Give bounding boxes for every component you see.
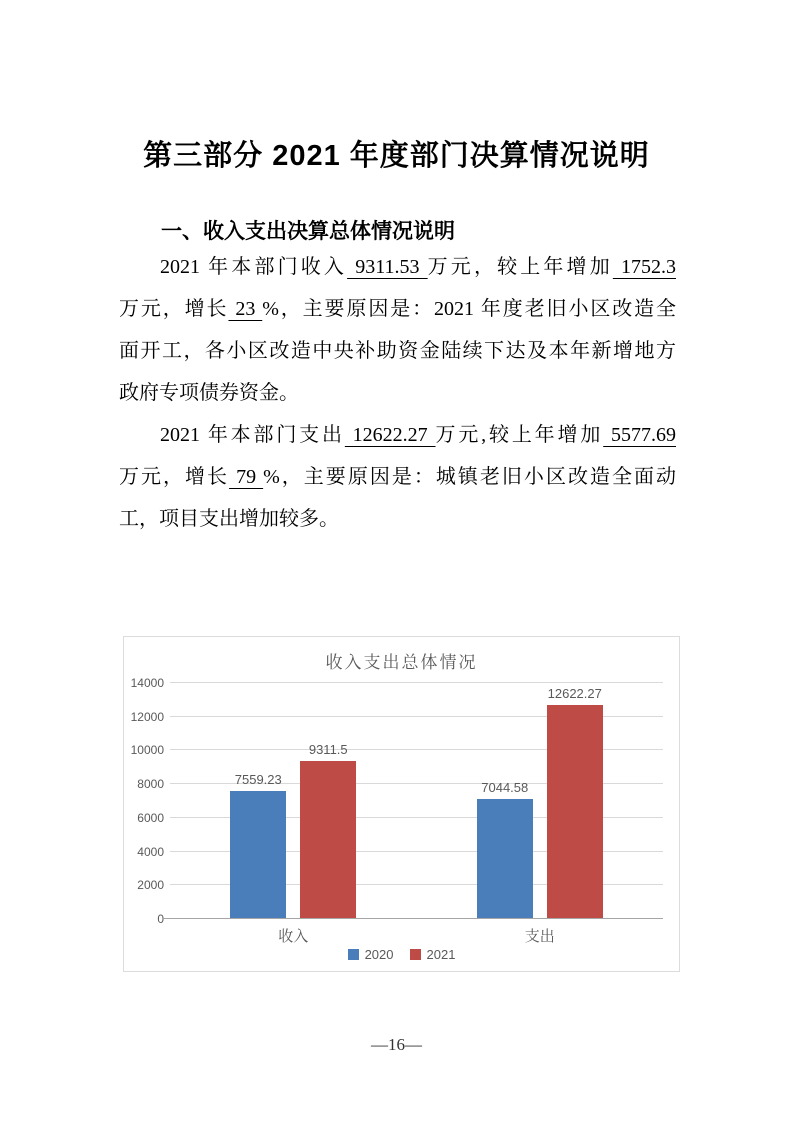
income-expense-chart — [123, 636, 680, 972]
bar-2020-收入 — [230, 791, 286, 918]
x-category-收入: 收入 — [278, 928, 309, 945]
legend-item-2021 — [410, 947, 456, 962]
text-segment: 面开工，各小区改造中央补助资金陆续下达及本年新增地方 — [119, 340, 676, 362]
paragraph-1-line-3 — [119, 330, 676, 372]
chart-title: 收入支出总体情况 — [325, 653, 478, 672]
x-axis-line — [164, 918, 663, 919]
y-tick-10000: 10000 — [130, 743, 164, 758]
chart-legend — [124, 947, 679, 962]
underlined-value: 12622.27 — [344, 424, 436, 446]
paragraph-2-line-1 — [119, 414, 676, 456]
bar-2021-支出 — [547, 705, 603, 918]
page-title: 第三部分 2021 年度部门决算情况说明 — [143, 140, 650, 172]
legend-swatch-2020 — [348, 949, 359, 960]
page-number: —16— — [371, 1035, 422, 1054]
data-label-2021-收入: 9311.5 — [308, 742, 348, 758]
paragraph-1-line-4 — [119, 372, 676, 414]
y-tick-14000: 14000 — [130, 676, 164, 690]
text-segment: %，主要原因是：城镇老旧小区改造全面动 — [263, 466, 676, 488]
underlined-value: 5577.69 — [603, 424, 676, 446]
y-tick-12000: 12000 — [130, 709, 164, 724]
underlined-value: 79 — [229, 466, 264, 488]
paragraph-2-line-2 — [119, 456, 676, 498]
text-segment: 政府专项债券资金。 — [119, 382, 299, 404]
paragraph-1-line-2 — [119, 288, 676, 330]
y-tick-4000: 4000 — [137, 844, 164, 859]
data-label-2021-支出: 12622.27 — [547, 686, 602, 702]
text-segment: 万元,较上年增加 — [435, 424, 604, 446]
bar-2021-收入 — [300, 761, 356, 918]
y-tick-6000: 6000 — [137, 810, 164, 825]
chart-plot-area — [170, 683, 663, 919]
legend-label-2021: 2021 — [426, 947, 456, 962]
gridline-14000 — [170, 682, 663, 683]
body-paragraphs — [119, 246, 676, 540]
y-tick-2000: 2000 — [137, 878, 164, 893]
underlined-value: 9311.53 — [347, 256, 428, 278]
bar-2020-支出 — [477, 799, 533, 918]
legend-label-2020: 2020 — [364, 947, 394, 962]
underlined-value: 1752.3 — [612, 256, 676, 278]
y-tick-8000: 8000 — [137, 777, 164, 792]
x-category-支出: 支出 — [524, 928, 555, 945]
section-heading: 一、收入支出决算总体情况说明 — [161, 220, 455, 243]
data-label-2020-收入: 7559.23 — [234, 771, 282, 787]
paragraph-2-line-3 — [119, 498, 676, 540]
text-segment: %，主要原因是：2021 年度老旧小区改造全 — [262, 298, 676, 320]
y-tick-0: 0 — [157, 912, 164, 926]
legend-swatch-2021 — [410, 949, 421, 960]
text-segment: 2021 年本部门收入 — [160, 256, 348, 278]
data-label-2020-支出: 7044.58 — [481, 780, 529, 796]
text-segment: 万元，增长 — [119, 466, 230, 488]
legend-item-2020 — [348, 947, 394, 962]
paragraph-1-line-1 — [119, 246, 676, 288]
text-segment: 万元，较上年增加 — [427, 256, 613, 278]
underlined-value: 23 — [228, 298, 263, 320]
text-segment: 万元，增长 — [119, 298, 229, 320]
text-segment: 工，项目支出增加较多。 — [119, 508, 339, 530]
text-segment: 2021 年本部门支出 — [160, 424, 345, 446]
